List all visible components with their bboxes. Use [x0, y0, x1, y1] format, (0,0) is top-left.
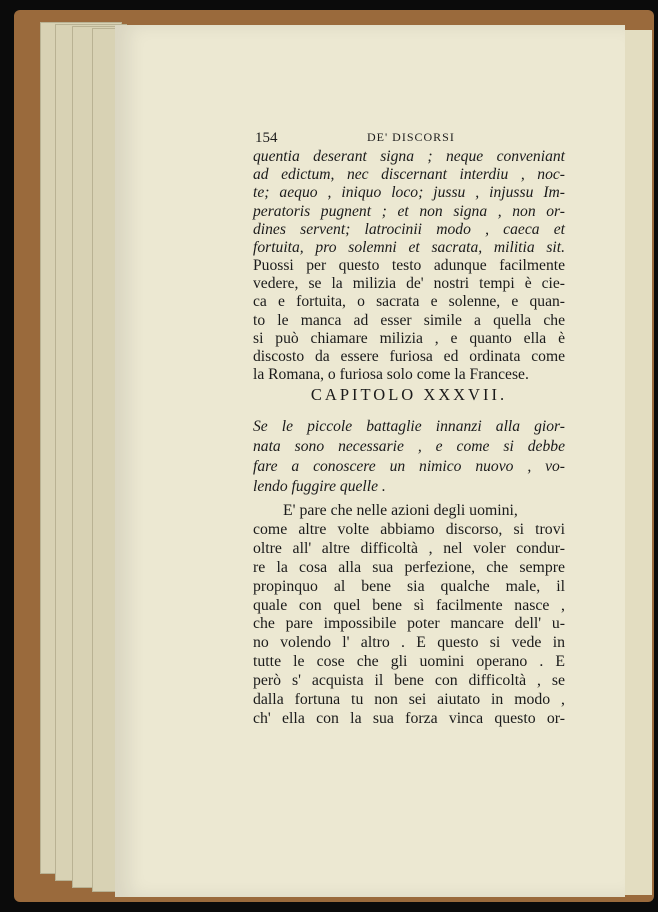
text-line: oltre all' altre difficoltà , nel voler condur-	[253, 539, 565, 557]
text-line: quale con quel bene sì facilmente nasce ,	[253, 596, 565, 614]
text-line: lendo fuggire quelle .	[253, 478, 386, 495]
text-line: peratoris pugnent ; et non signa , non or-	[253, 202, 565, 220]
text-line: vedere, se la milizia de' nostri tempi è cie-	[253, 275, 565, 293]
text-line: dines servent; latrocinii modo , caeca et	[253, 220, 565, 238]
text-line: che pare impossibile poter mancare dell' u-	[253, 615, 565, 633]
text-line: te; aequo , iniquo loco; jussu , injussu Im-	[253, 184, 565, 202]
text-line: come altre volte abbiamo discorso, si trovi	[253, 520, 565, 538]
text-line: fare a conoscere un nimico nuovo , vo-	[253, 458, 565, 475]
text-line: la Romana, o furiosa solo come la Francese.	[253, 366, 529, 384]
text-line: discosto da essere furiosa ed ordinata come	[253, 348, 565, 365]
text-line: Puossi per questo testo adunque facilmente	[253, 257, 565, 274]
text-line: no volendo l' altro . E questo si vede in	[253, 634, 565, 652]
page-number: 154	[255, 130, 278, 146]
text-line: propinquo al bene sia qualche male, il	[253, 577, 565, 595]
text-line: Se le piccole battaglie innanzi alla gior-	[253, 418, 565, 435]
text-line: E' pare che nelle azioni degli uomini,	[283, 502, 518, 519]
text-line: si può chiamare milizia , e quanto ella è	[253, 329, 565, 347]
text-line: ch' ella con la sua forza vinca questo or-	[253, 709, 565, 727]
text-line: quentia deserant signa ; neque conveniant	[253, 148, 565, 165]
text-line: ad edictum, nec discernant interdiu , noc-	[253, 166, 565, 184]
text-line: ca e fortuita, o sacrata e solenne, e quan-	[253, 293, 565, 311]
page-header	[255, 130, 565, 150]
text-line: dalla fortuna tu non sei aiutato in modo ,	[253, 691, 565, 708]
right-page-edge	[622, 30, 652, 895]
text-line: tutte le cose che gli uomini operano . E	[253, 653, 565, 671]
running-head: DE' DISCORSI	[367, 130, 455, 144]
text-line: fortuita, pro solemni et sacrata, militia sit.	[253, 239, 565, 256]
text-line: to le manca ad esser simile a quella che	[253, 311, 565, 329]
chapter-title: CAPITOLO XXXVII.	[310, 385, 508, 404]
text-line: però s' acquista il bene con difficoltà , se	[253, 672, 565, 690]
text-line: nata sono necessarie , e come si debbe	[253, 438, 565, 455]
text-line: re la cosa alla sua perfezione, che sempre	[253, 558, 565, 576]
